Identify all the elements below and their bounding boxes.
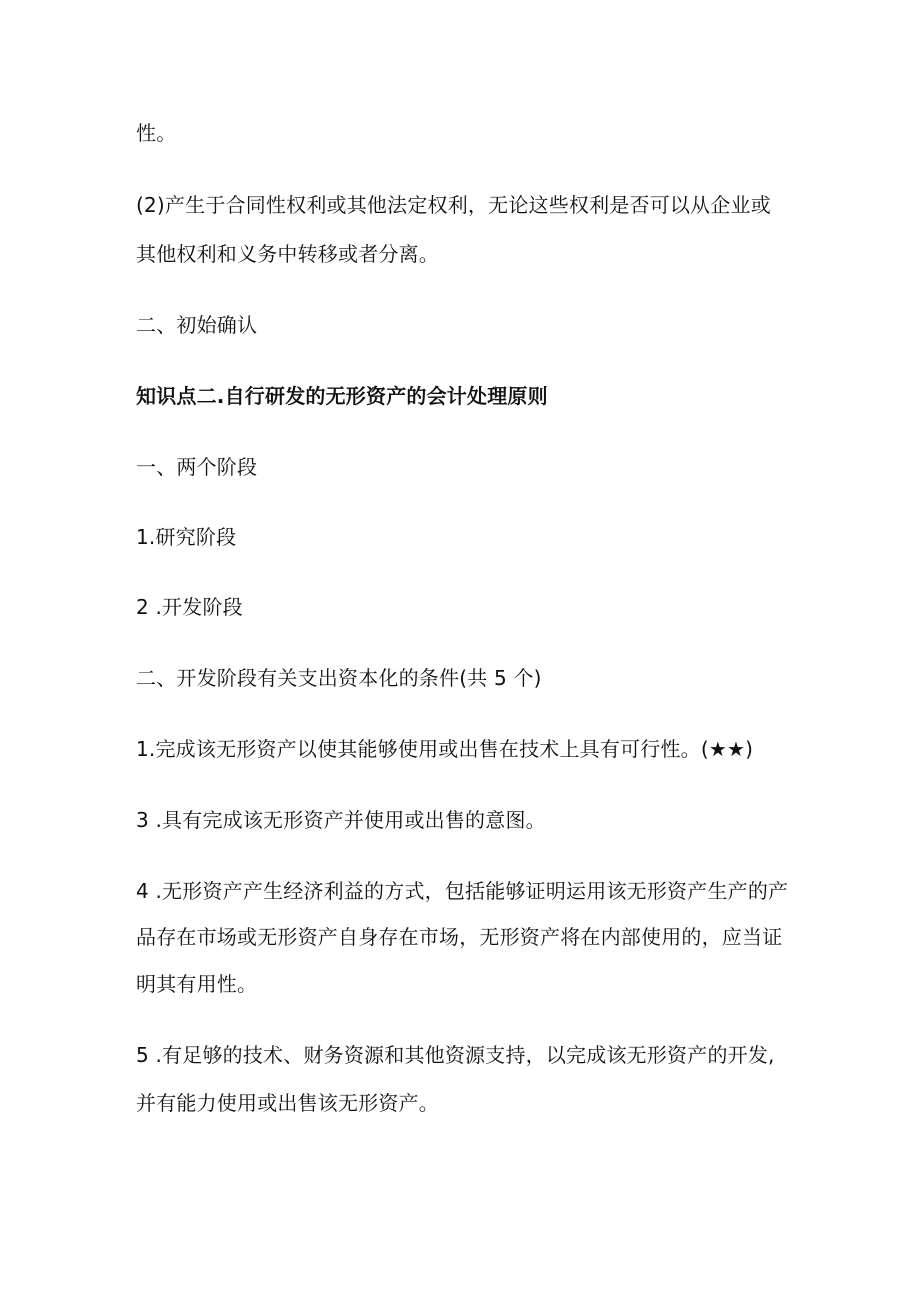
section-heading-capitalization-conditions: 二、开发阶段有关支出资本化的条件(共 5 个)	[136, 666, 542, 690]
section-heading-two-stages: 一、两个阶段	[136, 455, 258, 479]
condition-item-5: 5 .有足够的技术、财务资源和其他资源支持，以完成该无形资产的开发,	[136, 1043, 775, 1067]
condition-item-3: 3 .具有完成该无形资产并使用或出售的意图。	[136, 808, 546, 832]
text-line-continuation: 性。	[136, 121, 177, 145]
condition-item-1: 1.完成该无形资产以使其能够使用或出售在技术上具有可行性。(★★)	[136, 737, 754, 761]
text-line-item-2: (2)产生于合同性权利或其他法定权利，无论这些权利是否可以从企业或	[136, 193, 771, 217]
list-item-research-stage: 1.研究阶段	[136, 525, 237, 549]
condition-item-4-cont: 品存在市场或无形资产自身存在市场，无形资产将在内部使用的，应当证	[136, 925, 783, 949]
text-line-item-2-cont: 其他权利和义务中转移或者分离。	[136, 242, 439, 266]
condition-item-4-cont-2: 明其有用性。	[136, 972, 258, 996]
condition-item-5-cont: 并有能力使用或出售该无形资产。	[136, 1091, 439, 1115]
knowledge-point-heading: 知识点二.自行研发的无形资产的会计处理原则	[136, 384, 548, 408]
condition-item-4: 4 .无形资产产生经济利益的方式，包括能够证明运用该无形资产生产的产	[136, 879, 789, 903]
section-heading-initial-recognition: 二、初始确认	[136, 313, 258, 337]
list-item-development-stage: 2 .开发阶段	[136, 595, 243, 619]
